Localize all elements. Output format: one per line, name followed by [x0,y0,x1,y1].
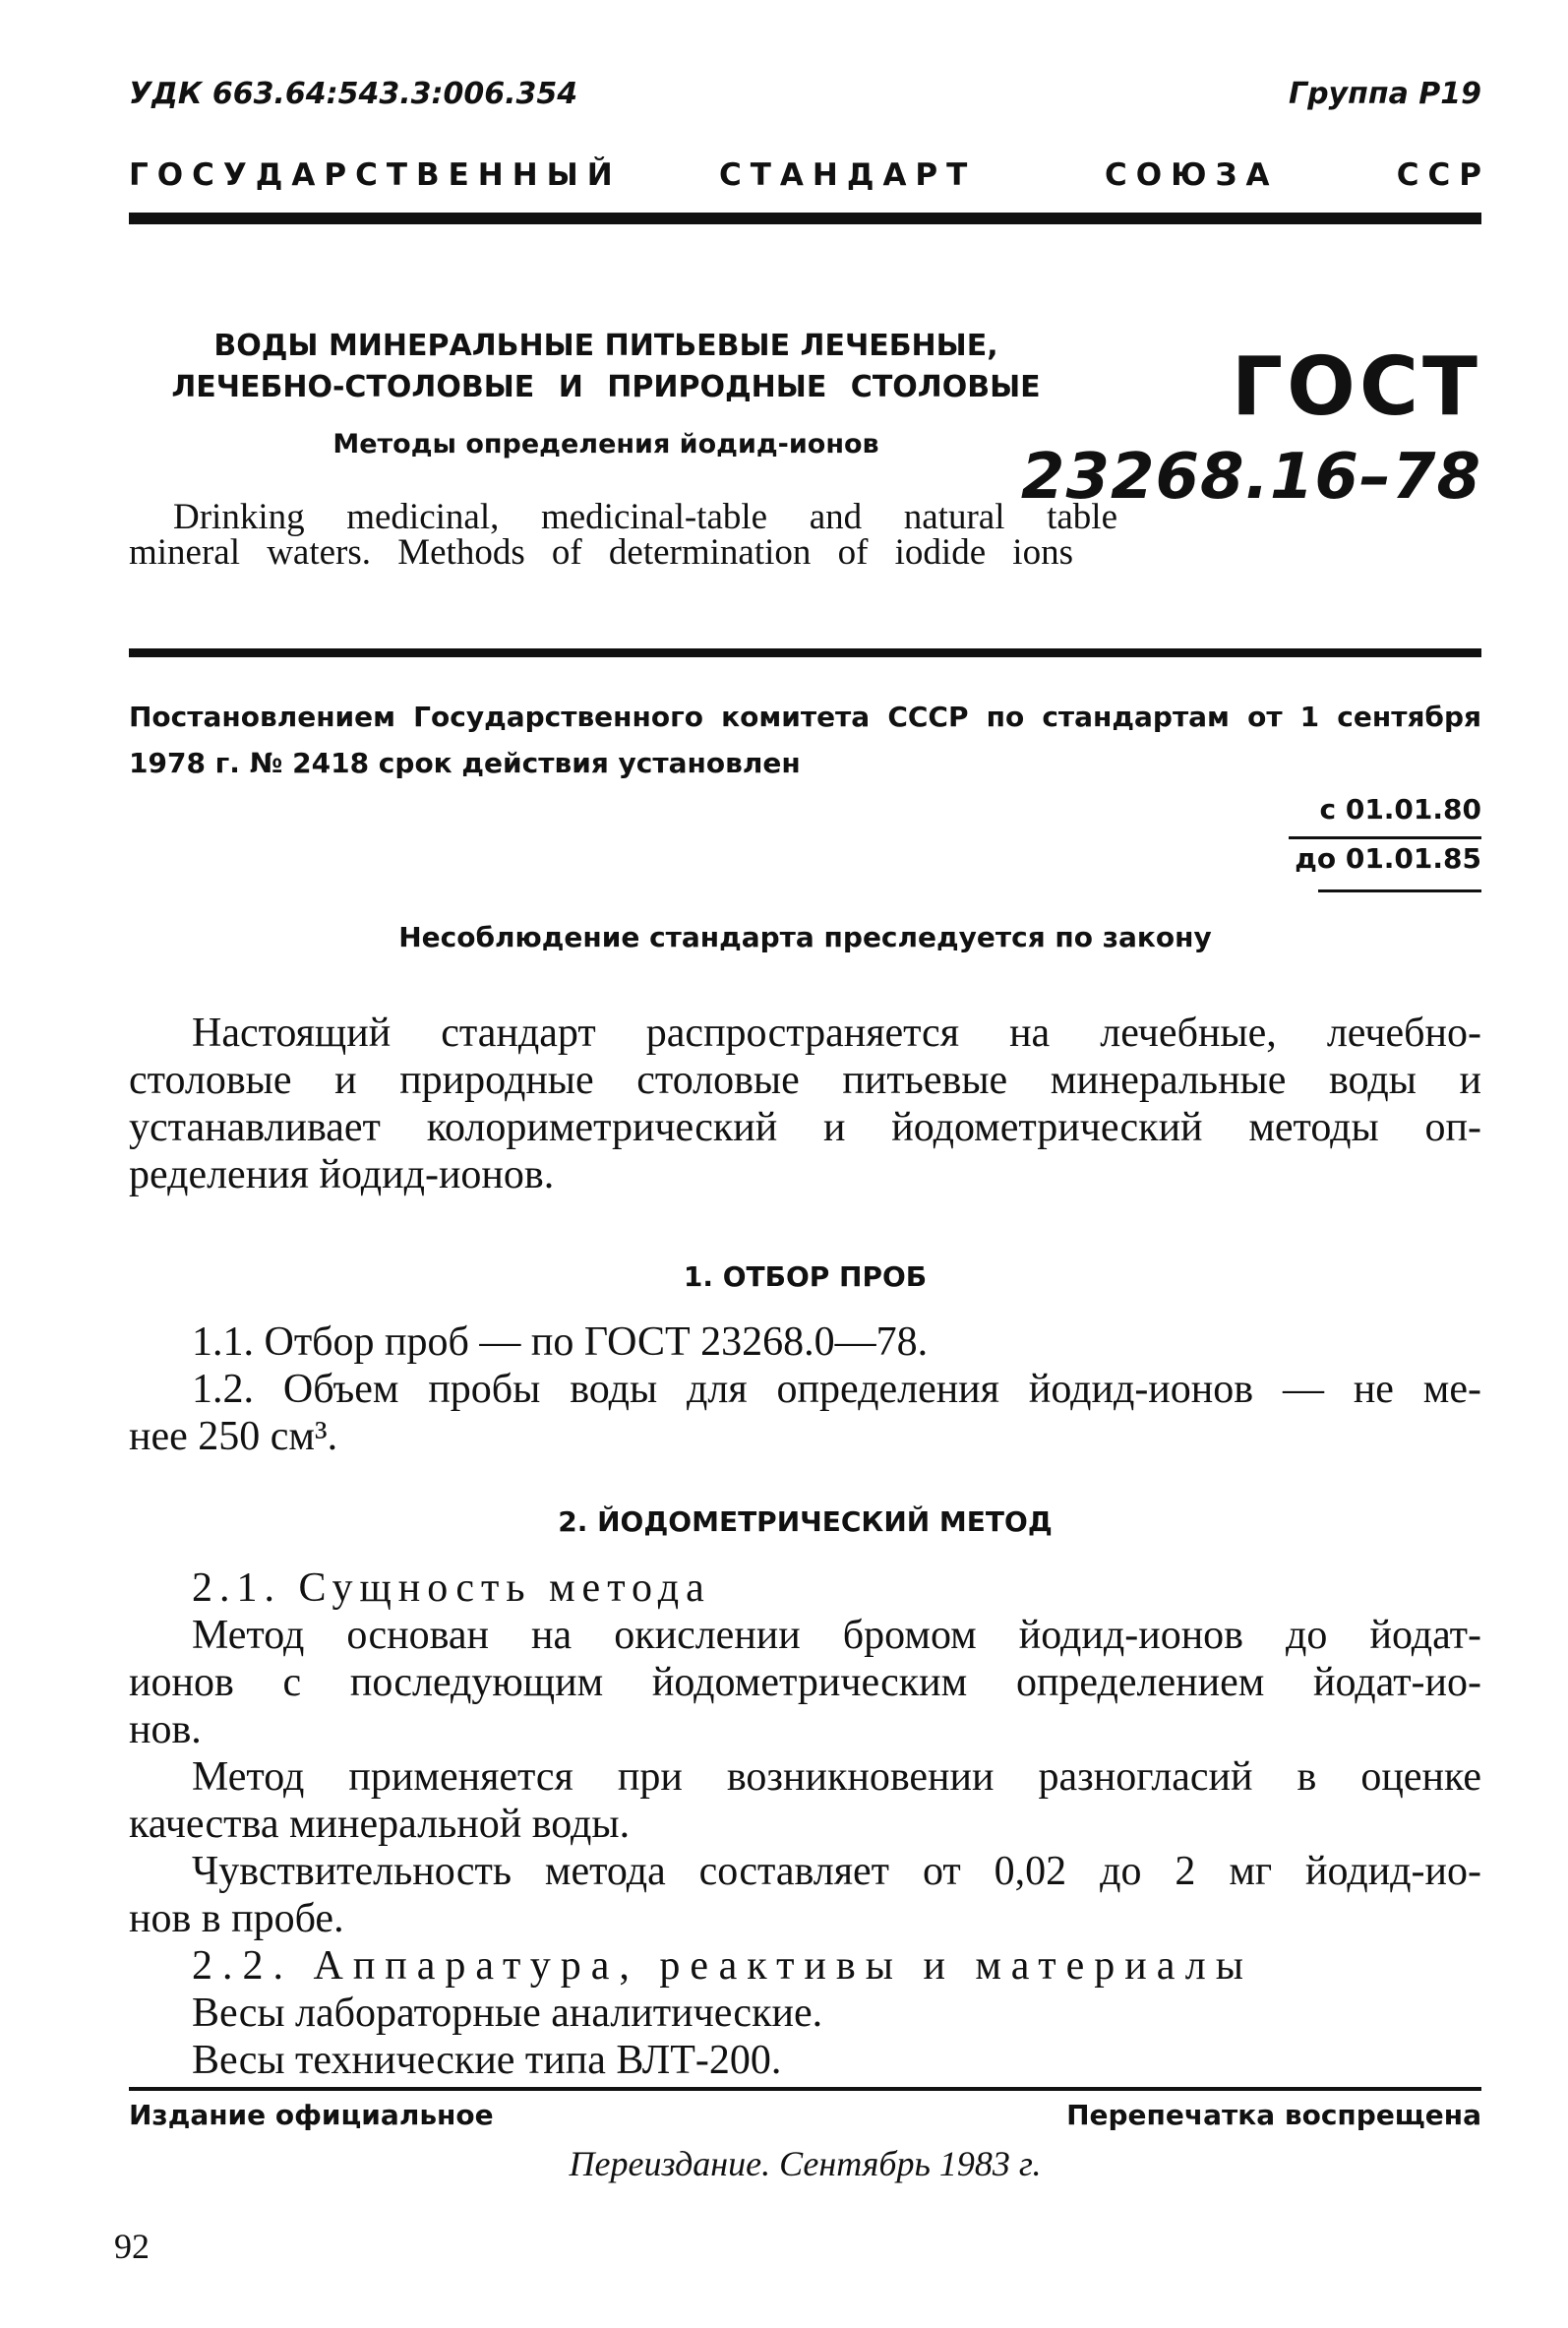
reprint-prohibited-label: Перепечатка воспрещена [1066,2099,1481,2131]
english-title-line-2: mineral waters. Methods of determination of iodide ions [129,532,1073,573]
english-title-line-1: Drinking medicinal, medicinal-table and natural table [173,497,1117,537]
intro-line-1: Настоящий стандарт распространяется на лечебные, лечебно- [192,1011,1481,1056]
clause-2-1-title: 2.1. Сущность метода [192,1565,711,1611]
clause-2-1-line-3: нов. [129,1707,202,1752]
group-code: Группа Р19 [1288,77,1481,111]
clause-1-2-line-1: 1.2. Объем пробы воды для определения йодид-ионов — не ме- [192,1367,1481,1412]
legal-notice: Несоблюдение стандарта преследуется по закону [398,921,1212,953]
gost-number: 23268.16–78 [1020,441,1481,514]
title-line-1: ВОДЫ МИНЕРАЛЬНЫЕ ПИТЬЕВЫЕ ЛЕЧЕБНЫЕ, [213,329,998,363]
intro-line-2: столовые и природные столовые питьевые минеральные воды и [129,1058,1481,1103]
date-underline [1318,889,1481,892]
intro-line-4: ределения йодид-ионов. [129,1152,555,1197]
title-line-2: ЛЕЧЕБНО-СТОЛОВЫЕ И ПРИРОДНЫЕ СТОЛОВЫЕ [171,370,1041,404]
clause-2-1-line-5: качества минеральной воды. [129,1802,631,1847]
validity-date-from: с 01.01.80 [1319,793,1481,826]
state-word-2: СТАНДАРТ [719,157,977,193]
clause-2-1-line-1: Метод основан на окислении бромом йодид-ионов до йодат- [192,1613,1481,1658]
clause-2-1-line-2: ионов с последующим йодометрическим определением йодат-ио- [129,1660,1481,1705]
decree-line-2: 1978 г. № 2418 срок действия установлен [129,747,801,779]
state-word-1: ГОСУДАРСТВЕННЫЙ [129,157,622,193]
state-word-3: СОЮЗА [1105,157,1279,193]
intro-line-3: устанавливает колориметрический и йодометрический методы оп- [129,1105,1481,1150]
state-word-4: ССР [1396,157,1490,193]
gost-label: ГОСТ [1231,340,1481,434]
clause-2-1-line-6: Чувствительность метода составляет от 0,02 до 2 мг йодид-ио- [192,1849,1481,1894]
clause-2-2-line-1: Весы лабораторные аналитические. [192,1991,823,2036]
section-1-heading: 1. ОТБОР ПРОБ [683,1260,928,1293]
clause-2-2-line-2: Весы технические типа ВЛТ-200. [192,2038,782,2083]
decree-line-1: Постановлением Государственного комитета СССР по стандартам от 1 сентября [129,701,1481,733]
official-edition-label: Издание официальное [129,2099,494,2131]
state-standard-line [129,157,1490,199]
clause-1-1: 1.1. Отбор проб — по ГОСТ 23268.0—78. [192,1319,929,1365]
top-divider [129,213,1481,224]
clause-2-2-title: 2.2. Аппаратура, реактивы и материалы [192,1943,1253,1989]
reissue-note: Переиздание. Сентябрь 1983 г. [569,2144,1042,2183]
validity-date-to: до 01.01.85 [1295,842,1481,875]
title-subtitle: Методы определения йодид-ионов [332,429,879,459]
udk-code: УДК 663.64:543.3:006.354 [129,77,578,111]
clause-1-2-line-2: нее 250 см³. [129,1414,338,1459]
section-2-heading: 2. ЙОДОМЕТРИЧЕСКИЙ МЕТОД [558,1505,1053,1538]
page-number: 92 [114,2227,150,2266]
title-divider [129,648,1481,657]
date-divider [1289,836,1481,839]
footer-divider [129,2087,1481,2091]
clause-2-1-line-7: нов в пробе. [129,1896,344,1941]
clause-2-1-line-4: Метод применяется при возникновении разногласий в оценке [192,1754,1481,1800]
